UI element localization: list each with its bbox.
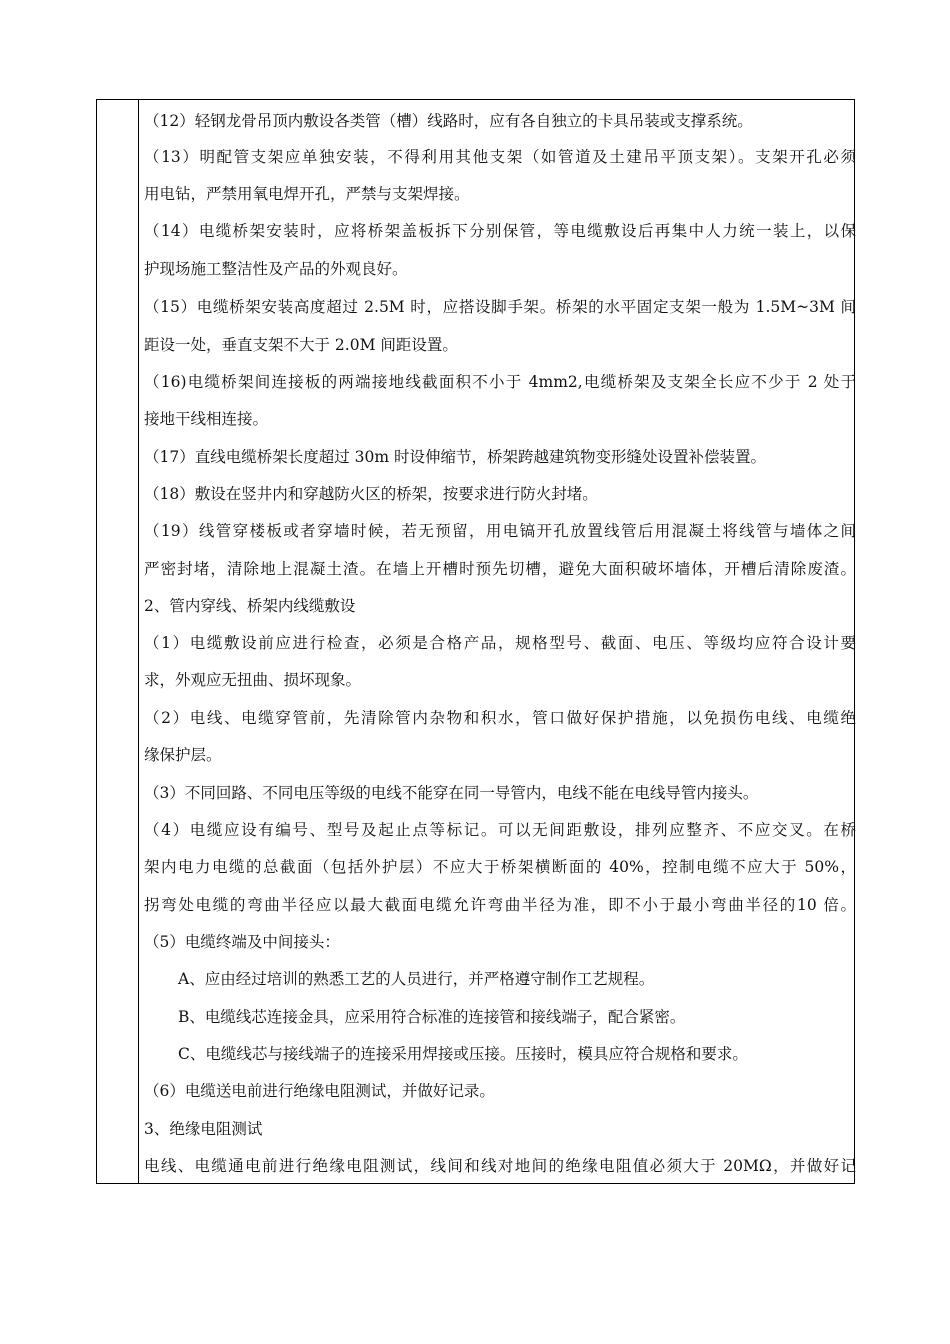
table-left-column xyxy=(97,100,139,1183)
text-line-12: （12）轻钢龙骨吊顶内敷设各类管（槽）线路时，应有各自独立的卡具吊装或支撑系统。 xyxy=(144,112,753,130)
text-line-2-1a: （1）电缆敷设前应进行检查，必须是合格产品，规格型号、截面、电压、等级均应符合设计要 xyxy=(144,634,856,652)
text-line-13a: （13）明配管支架应单独安装，不得利用其他支架（如管道及土建吊平顶支架）。支架开孔必须 xyxy=(144,148,856,166)
text-line-14b: 护现场施工整洁性及产品的外观良好。 xyxy=(144,260,408,278)
text-line-2-5-b: B、电缆线芯连接金具，应采用符合标准的连接管和接线端子，配合紧密。 xyxy=(178,1008,686,1026)
text-line-2-2a: （2）电线、电缆穿管前，先清除管内杂物和积水，管口做好保护措施，以免损伤电线、电缆绝 xyxy=(144,709,856,727)
text-line-2-4c: 拐弯处电缆的弯曲半径应以最大截面电缆允许弯曲半径为准，即不小于最小弯曲半径的10 倍。 xyxy=(144,896,856,914)
section-heading-2: 2、管内穿线、桥架内线缆敷设 xyxy=(144,597,356,615)
text-line-2-1b: 求，外观应无扭曲、损坏现象。 xyxy=(144,671,362,689)
text-line-14a: （14）电缆桥架安装时，应将桥架盖板拆下分别保管，等电缆敷设后再集中人力统一装上，以保 xyxy=(144,222,856,240)
text-line-2-3: （3）不同回路、不同电压等级的电线不能穿在同一导管内，电线不能在电线导管内接头。 xyxy=(144,784,759,802)
document-table xyxy=(96,99,855,1184)
text-line-2-4b: 架内电力电缆的总截面（包括外护层）不应大于桥架横断面的 40%，控制电缆不应大于 50%， xyxy=(144,858,856,876)
text-line-2-5: （5）电缆终端及中间接头： xyxy=(144,933,340,951)
text-line-2-5-c: C、电缆线芯与接线端子的连接采用焊接或压接。压接时，模具应符合规格和要求。 xyxy=(178,1045,748,1063)
text-line-18: （18）敷设在竖井内和穿越防火区的桥架，按要求进行防火封堵。 xyxy=(144,485,598,503)
text-line-16a: （16)电缆桥架间连接板的两端接地线截面积不小于 4mm2,电缆桥架及支架全长应不少于 2 处于 xyxy=(144,373,856,391)
section-heading-3: 3、绝缘电阻测试 xyxy=(144,1120,263,1138)
text-line-17: （17）直线电缆桥架长度超过 30m 时设伸缩节，桥架跨越建筑物变形缝处设置补偿装置。 xyxy=(144,448,767,466)
text-line-19a: （19）线管穿楼板或者穿墙时候，若无预留，用电镐开孔放置线管后用混凝土将线管与墙体之间 xyxy=(144,522,856,540)
text-line-2-4a: （4）电缆应设有编号、型号及起止点等标记。可以无间距敷设，排列应整齐、不应交叉。在桥 xyxy=(144,821,856,839)
text-line-15a: （15）电缆桥架安装高度超过 2.5M 时，应搭设脚手架。桥架的水平固定支架一般为 1.5M~3M 间 xyxy=(144,298,856,316)
text-line-2-2b: 缘保护层。 xyxy=(144,746,222,764)
text-line-3-1: 电线、电缆通电前进行绝缘电阻测试，线间和线对地间的绝缘电阻值必须大于 20MΩ，并做好记 xyxy=(144,1157,857,1175)
text-line-13b: 用电钻，严禁用氧电焊开孔，严禁与支架焊接。 xyxy=(144,185,470,203)
text-line-16b: 接地干线相连接。 xyxy=(144,410,269,428)
text-line-2-5-a: A、应由经过培训的熟悉工艺的人员进行，并严格遵守制作工艺规程。 xyxy=(178,970,655,988)
text-line-2-6: （6）电缆送电前进行绝缘电阻测试，并做好记录。 xyxy=(144,1082,495,1100)
text-line-19b: 严密封堵，清除地上混凝土渣。在墙上开槽时预先切槽，避免大面积破坏墙体，开槽后清除废渣。 xyxy=(144,560,856,578)
text-line-15b: 距设一处，垂直支架不大于 2.0M 间距设置。 xyxy=(144,336,458,354)
